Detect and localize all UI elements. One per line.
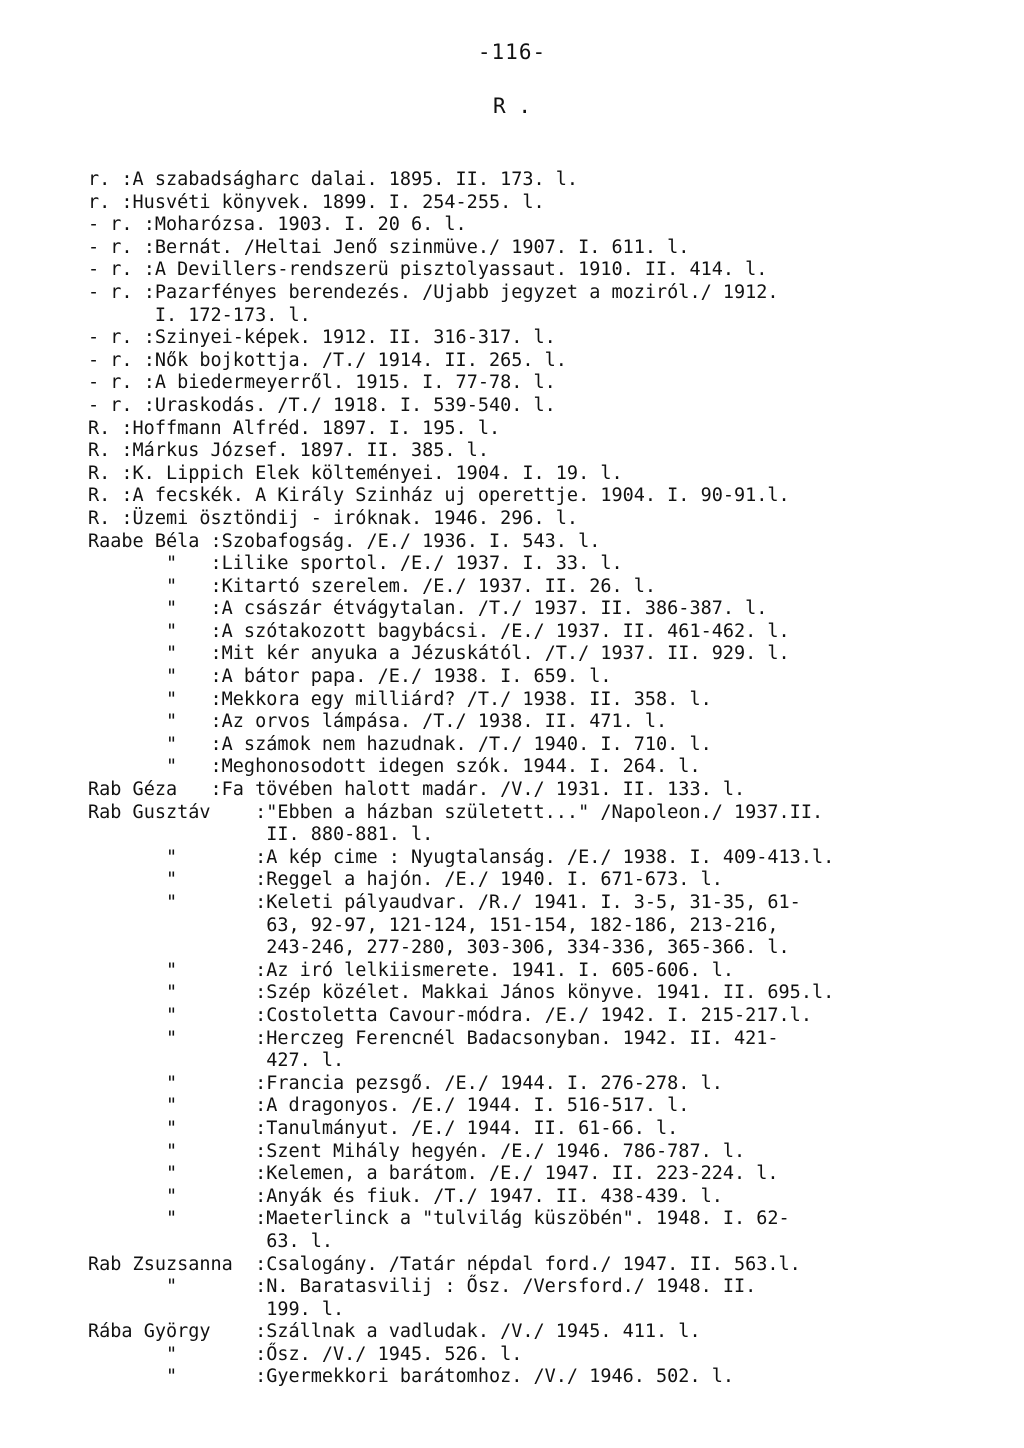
entry-title (222, 576, 968, 599)
entry-text: Francia pezsgő. /E./ 1944. I. 276-278. l. (266, 1072, 723, 1094)
entry-separator: : (143, 236, 155, 258)
bibliography-entry (88, 621, 968, 644)
entry-continuation: 427. l. (266, 1050, 345, 1072)
page-number: -116- (477, 40, 547, 64)
entry-title (155, 372, 968, 395)
entry-separator: : (210, 779, 222, 801)
entry-title (266, 1095, 968, 1118)
entry-author: " (165, 959, 178, 981)
entry-title (266, 1118, 968, 1141)
entry-author: " (165, 575, 178, 597)
entry-title (222, 643, 968, 666)
bibliography-entry (88, 214, 968, 237)
entry-author: " (165, 869, 178, 891)
bibliography-entry (88, 847, 968, 870)
entry-title (222, 531, 968, 554)
entry-continuation: I. 172-173. l. (154, 304, 311, 326)
bibliography-entry (88, 576, 968, 599)
entry-text: Tanulmányut. /E./ 1944. II. 61-66. l. (266, 1117, 679, 1139)
bibliography-entry (88, 169, 968, 192)
entry-text: A fecskék. A Király Szinház uj operettje. 1904. I. 90-91.l. (132, 485, 790, 507)
entry-separator: : (255, 869, 267, 891)
entry-separator: : (255, 1027, 267, 1049)
entry-separator: : (255, 982, 267, 1004)
entry-text: Maeterlinck a "tulvilág küszöbén". 1948. I. 62- (266, 1208, 790, 1230)
entry-text: Costoletta Cavour-módra. /E./ 1942. I. 215-217.l. (266, 1004, 812, 1026)
entry-text: Üzemi ösztöndij - iróknak. 1946. 296. l. (132, 507, 579, 529)
bibliography-entry (88, 756, 968, 779)
bibliography-entry (88, 1118, 968, 1141)
entry-author: " (165, 756, 178, 778)
entry-title (222, 756, 968, 779)
entry-separator: : (143, 394, 155, 416)
entry-separator: : (210, 598, 222, 620)
entry-author: Rab Zsuzsanna (88, 1253, 233, 1275)
entry-continuation: 63, 92-97, 121-124, 151-154, 182-186, 213-216, (266, 914, 779, 936)
entry-author: " (165, 598, 178, 620)
entry-author: " (165, 1208, 178, 1230)
entry-text: Pazarfényes berendezés. /Ujabb jegyzet a moziról./ 1912. (154, 281, 779, 303)
bibliography-entry (88, 237, 968, 260)
bibliography-entry (88, 869, 968, 892)
entry-author: - r. (88, 394, 133, 416)
entry-author: Rab Gusztáv (88, 801, 211, 823)
bibliography-entry (88, 734, 968, 757)
entry-text: A biedermeyerről. 1915. I. 77-78. l. (154, 372, 556, 394)
entry-title (266, 847, 968, 870)
entry-author: " (165, 643, 178, 665)
entry-separator: : (210, 530, 222, 552)
entry-author: " (165, 1276, 178, 1298)
entry-separator: : (121, 462, 133, 484)
entry-text: Kitartó szerelem. /E./ 1937. II. 26. l. (221, 575, 657, 597)
bibliography-entry (88, 531, 968, 554)
entry-title (266, 1141, 968, 1164)
entry-title (155, 395, 968, 418)
entry-title (266, 892, 968, 960)
bibliography-entry (88, 485, 968, 508)
entry-separator: : (255, 801, 267, 823)
entry-separator: : (255, 959, 267, 981)
entry-separator: : (143, 349, 155, 371)
entry-title (133, 485, 968, 508)
bibliography-entry (88, 711, 968, 734)
entry-title (266, 1208, 968, 1253)
entry-author: - r. (88, 372, 133, 394)
bibliography-entry (88, 1005, 968, 1028)
entry-text: Szent Mihály hegyén. /E./ 1946. 786-787. l. (266, 1140, 746, 1162)
entry-author: " (165, 1072, 178, 1094)
entry-author: R. (88, 440, 111, 462)
entry-text: Mekkora egy milliárd? /T./ 1938. II. 358. l. (221, 688, 712, 710)
entry-title (222, 779, 968, 802)
bibliography-entry (88, 1028, 968, 1073)
entry-separator: : (255, 1208, 267, 1230)
entry-title (266, 960, 968, 983)
entry-title (155, 259, 968, 282)
entry-separator: : (143, 327, 155, 349)
bibliography-entry (88, 1344, 968, 1367)
entry-author: - r. (88, 259, 133, 281)
entry-author: Rab Géza (88, 779, 178, 801)
bibliography-entry (88, 892, 968, 960)
entry-separator: : (210, 711, 222, 733)
entry-author: - r. (88, 214, 133, 236)
bibliography-entry (88, 1276, 968, 1321)
entry-title (155, 327, 968, 350)
entry-text: Az iró lelkiismerete. 1941. I. 605-606. l. (266, 959, 734, 981)
entry-text: A számok nem hazudnak. /T./ 1940. I. 710. l. (221, 733, 712, 755)
entry-text: Reggel a hajón. /E./ 1940. I. 671-673. l. (266, 869, 723, 891)
entry-title (266, 1073, 968, 1096)
entry-separator: : (210, 575, 222, 597)
bibliography-entry (88, 643, 968, 666)
entry-continuation: 243-246, 277-280, 303-306, 334-336, 365-366. l. (266, 937, 790, 959)
entry-separator: : (210, 620, 222, 642)
entry-author: - r. (88, 281, 133, 303)
bibliography-entry (88, 666, 968, 689)
entry-title (133, 508, 968, 531)
bibliography-entry (88, 259, 968, 282)
bibliography-entry (88, 960, 968, 983)
entry-text: Az orvos lámpása. /T./ 1938. II. 471. l. (221, 711, 668, 733)
entry-author: R. (88, 417, 111, 439)
entry-author: R. (88, 485, 111, 507)
entry-text: Uraskodás. /T./ 1918. I. 539-540. l. (154, 394, 556, 416)
entry-author: Raabe Béla (88, 530, 200, 552)
entry-author: " (165, 1163, 178, 1185)
bibliography-entry (88, 1366, 968, 1389)
entry-separator: : (210, 756, 222, 778)
entry-author: " (165, 620, 178, 642)
entry-title (133, 440, 968, 463)
entry-author: " (165, 846, 178, 868)
bibliography-entry (88, 192, 968, 215)
entry-author: R. (88, 462, 111, 484)
entry-author: " (165, 1027, 178, 1049)
entry-text: "Ebben a házban született..." /Napoleon./ 1937.II. (266, 801, 824, 823)
entry-separator: : (121, 507, 133, 529)
entry-text: Ősz. /V./ 1945. 526. l. (266, 1343, 523, 1365)
entry-author: R. (88, 507, 111, 529)
bibliography-entry (88, 282, 968, 327)
entry-separator: : (210, 733, 222, 755)
entry-continuation: 63. l. (266, 1230, 334, 1252)
entry-separator: : (255, 1163, 267, 1185)
entry-author: Rába György (88, 1321, 211, 1343)
entry-title (155, 282, 968, 327)
entry-author: " (165, 553, 178, 575)
entry-separator: : (255, 1072, 267, 1094)
entry-author: r. (88, 169, 111, 190)
entry-author: " (165, 711, 178, 733)
bibliography-entry (88, 1095, 968, 1118)
entry-text: Szobafogság. /E./ 1936. I. 543. l. (221, 530, 601, 552)
entry-text: A császár étvágytalan. /T./ 1937. II. 386-387. l. (221, 598, 768, 620)
bibliography-entry (88, 779, 968, 802)
bibliography-entry (88, 553, 968, 576)
bibliography-entry (88, 350, 968, 373)
entry-separator: : (143, 372, 155, 394)
entry-text: A bátor papa. /E./ 1938. I. 659. l. (221, 666, 612, 688)
entry-text: A szabadságharc dalai. 1895. II. 173. l. (132, 169, 579, 190)
entry-text: Szállnak a vadludak. /V./ 1945. 411. l. (266, 1321, 701, 1343)
entry-text: A kép cime : Nyugtalanság. /E./ 1938. I. 409-413.l. (266, 846, 835, 868)
entry-text: Anyák és fiuk. /T./ 1947. II. 438-439. l. (266, 1185, 723, 1207)
entry-separator: : (121, 485, 133, 507)
bibliography-entry (88, 1186, 968, 1209)
bibliography-entry (88, 440, 968, 463)
entry-author: " (165, 1140, 178, 1162)
entry-author: " (165, 733, 178, 755)
entry-text: Lilike sportol. /E./ 1937. I. 33. l. (221, 553, 623, 575)
bibliography-entry (88, 395, 968, 418)
entry-text: A Devillers-rendszerü pisztolyassaut. 1910. II. 414. l. (154, 259, 768, 281)
entry-separator: : (143, 281, 155, 303)
entry-author: " (165, 982, 178, 1004)
entry-text: Husvéti könyvek. 1899. I. 254-255. l. (132, 191, 545, 213)
entry-author: " (165, 1117, 178, 1139)
entry-text: Gyermekkori barátomhoz. /V./ 1946. 502. l. (266, 1366, 734, 1388)
bibliography-entry (88, 689, 968, 712)
entry-text: N. Baratasvilij : Ősz. /Versford./ 1948. II. (266, 1276, 757, 1298)
bibliography-entry (88, 508, 968, 531)
entry-title (266, 1163, 968, 1186)
entry-title (266, 1276, 968, 1321)
bibliography-entry (88, 463, 968, 486)
entry-author: r. (88, 191, 111, 213)
entry-separator: : (255, 1004, 267, 1026)
entry-title (133, 418, 968, 441)
entry-text: Mit kér anyuka a Jézuskától. /T./ 1937. II. 929. l. (221, 643, 790, 665)
entry-title (222, 689, 968, 712)
entry-text: Nők bojkottja. /T./ 1914. II. 265. l. (154, 349, 567, 371)
entry-separator: : (255, 1185, 267, 1207)
entry-author: - r. (88, 236, 133, 258)
entry-title (266, 1186, 968, 1209)
entry-title (222, 711, 968, 734)
entry-separator: : (210, 643, 222, 665)
entry-title (133, 192, 968, 215)
entry-author: " (165, 1366, 178, 1388)
entry-author: " (165, 1343, 178, 1365)
section-letter: R . (493, 94, 531, 118)
entry-separator: : (255, 892, 267, 913)
entry-separator: : (121, 169, 133, 190)
entry-text: Bernát. /Heltai Jenő szinmüve./ 1907. I. 611. l. (154, 236, 690, 258)
entry-separator: : (255, 1117, 267, 1139)
bibliography-entry (88, 982, 968, 1005)
bibliography-entry (88, 1141, 968, 1164)
entry-separator: : (255, 846, 267, 868)
entry-title (222, 553, 968, 576)
entry-title (266, 1366, 968, 1389)
bibliography-entry (88, 598, 968, 621)
entry-continuation: II. 880-881. l. (266, 824, 434, 846)
entry-title (222, 598, 968, 621)
entry-separator: : (121, 191, 133, 213)
entry-text: Szinyei-képek. 1912. II. 316-317. l. (154, 327, 556, 349)
entry-author: - r. (88, 349, 133, 371)
entry-author: - r. (88, 327, 133, 349)
entry-title (266, 802, 968, 847)
bibliography-entry (88, 372, 968, 395)
entry-text: Csalogány. /Tatár népdal ford./ 1947. II. 563.l. (266, 1253, 801, 1275)
entry-title (133, 169, 968, 192)
entry-title (266, 1344, 968, 1367)
entry-text: Moharózsa. 1903. I. 20 6. l. (154, 214, 467, 236)
entry-text: Herczeg Ferencnél Badacsonyban. 1942. II. 421- (266, 1027, 779, 1049)
bibliography-entry (88, 1163, 968, 1186)
entry-separator: : (255, 1253, 267, 1275)
entry-separator: : (121, 417, 133, 439)
entry-text: Márkus József. 1897. II. 385. l. (132, 440, 489, 462)
bibliography-list (88, 169, 968, 1389)
entry-separator: : (143, 259, 155, 281)
bibliography-entry (88, 1321, 968, 1344)
entry-continuation: 199. l. (266, 1298, 345, 1320)
entry-author: " (165, 666, 178, 688)
entry-separator: : (210, 553, 222, 575)
bibliography-entry (88, 802, 968, 847)
entry-title (155, 214, 968, 237)
entry-separator: : (143, 214, 155, 236)
entry-title (222, 621, 968, 644)
entry-text: K. Lippich Elek költeményei. 1904. I. 19. l. (132, 462, 623, 484)
entry-separator: : (255, 1276, 267, 1298)
entry-separator: : (255, 1343, 267, 1365)
bibliography-entry (88, 418, 968, 441)
entry-title (155, 237, 968, 260)
entry-text: Szép közélet. Makkai János könyve. 1941. II. 695.l. (266, 982, 835, 1004)
entry-author: " (165, 688, 178, 710)
entry-separator: : (255, 1095, 267, 1117)
entry-title (133, 463, 968, 486)
entry-separator: : (255, 1321, 267, 1343)
entry-separator: : (255, 1366, 267, 1388)
entry-text: A dragonyos. /E./ 1944. I. 516-517. l. (266, 1095, 690, 1117)
entry-separator: : (121, 440, 133, 462)
entry-separator: : (255, 1140, 267, 1162)
entry-title (266, 1321, 968, 1344)
entry-author: " (165, 1004, 178, 1026)
entry-author: " (165, 1095, 178, 1117)
entry-title (266, 869, 968, 892)
bibliography-entry (88, 1208, 968, 1253)
entry-text: Fa tövében halott madár. /V./ 1931. II. 133. l. (221, 779, 746, 801)
entry-title (155, 350, 968, 373)
entry-author: " (165, 892, 178, 913)
entry-title (222, 666, 968, 689)
entry-title (266, 982, 968, 1005)
bibliography-entry (88, 1254, 968, 1277)
entry-title (266, 1254, 968, 1277)
entry-text: Kelemen, a barátom. /E./ 1947. II. 223-224. l. (266, 1163, 779, 1185)
entry-text: Keleti pályaudvar. /R./ 1941. I. 3-5, 31-35, 61- (266, 892, 801, 913)
entry-separator: : (210, 688, 222, 710)
entry-text: Meghonosodott idegen szók. 1944. I. 264. l. (221, 756, 701, 778)
entry-title (266, 1005, 968, 1028)
bibliography-entry (88, 1073, 968, 1096)
bibliography-entry (88, 327, 968, 350)
entry-separator: : (210, 666, 222, 688)
entry-title (266, 1028, 968, 1073)
entry-text: Hoffmann Alfréd. 1897. I. 195. l. (132, 417, 501, 439)
entry-author: " (165, 1185, 178, 1207)
entry-title (222, 734, 968, 757)
entry-text: A szótakozott bagybácsi. /E./ 1937. II. 461-462. l. (221, 620, 790, 642)
